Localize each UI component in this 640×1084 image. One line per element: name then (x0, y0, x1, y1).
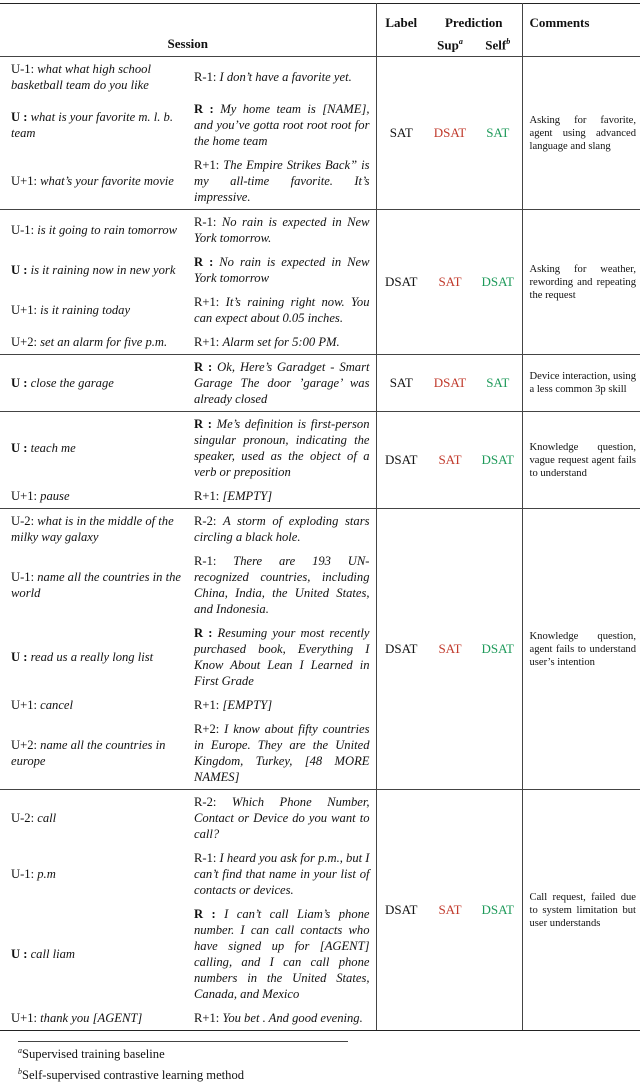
sup-prediction: DSAT (426, 355, 474, 412)
user-turn-text: name all the countries in the world (11, 570, 182, 600)
agent-response-prefix: R+1: (194, 158, 220, 172)
user-turn-prefix: U-1: (11, 867, 35, 881)
user-turn (0, 355, 192, 412)
user-turn (0, 717, 192, 790)
user-turn-prefix: U : (11, 650, 28, 664)
user-turn-prefix: U+2: (11, 738, 37, 752)
table-row (0, 57, 640, 98)
agent-response-text: Alarm set for 5:00 PM. (222, 335, 340, 349)
self-prediction: SAT (486, 125, 510, 140)
user-turn (0, 902, 192, 1006)
label-cell: SAT (376, 355, 426, 412)
footnote (18, 1042, 640, 1063)
user-turn-text: is it going to rain tomorrow (37, 223, 178, 237)
user-turn-prefix: U-1: (11, 223, 35, 237)
user-turn (0, 509, 192, 550)
user-turn-prefix: U : (11, 947, 28, 961)
agent-response-prefix: R-2: (194, 514, 217, 528)
agent-response-text: [EMPTY] (222, 698, 273, 712)
agent-response-text: [EMPTY] (222, 489, 273, 503)
agent-response-prefix: R+1: (194, 698, 220, 712)
agent-response-prefix: R : (194, 907, 216, 921)
agent-response (192, 621, 376, 693)
agent-response-prefix: R-1: (194, 70, 217, 84)
user-turn-prefix: U+1: (11, 303, 37, 317)
agent-response (192, 210, 376, 251)
agent-response-prefix: R-1: (194, 851, 217, 865)
user-turn-text: thank you [AGENT] (40, 1011, 143, 1025)
agent-response-prefix: R : (194, 417, 212, 431)
header-label: Label (376, 4, 426, 35)
sup-prediction: SAT (426, 412, 474, 509)
agent-response-text: I don’t have a favorite yet. (219, 70, 352, 84)
agent-response (192, 153, 376, 210)
agent-response-text: Me’s definition is first-person singular pronoun, indicating the speaker, used as the object of a verb or preposition (194, 417, 370, 479)
user-turn-text: name all the countries in europe (11, 738, 166, 768)
table-row (0, 790, 640, 847)
agent-response (192, 717, 376, 790)
table-row (0, 355, 640, 412)
agent-response-prefix: R-1: (194, 215, 217, 229)
user-turn (0, 57, 192, 98)
user-turn (0, 330, 192, 355)
footnote-text: Self-supervised contrastive learning method (22, 1068, 245, 1083)
comment-cell: Knowledge question, vague request agent fails to understand (522, 412, 640, 509)
user-turn (0, 153, 192, 210)
agent-response-prefix: R+1: (194, 1011, 220, 1025)
agent-response (192, 355, 376, 412)
user-turn (0, 846, 192, 902)
user-turn-text: is it raining now in new york (30, 263, 176, 277)
user-turn-text: call liam (30, 947, 76, 961)
agent-response-text: I can’t call Liam’s phone number. I can call contacts who have signed up for [AGENT] calling, and I can call phone numbers in the United States, Canada, and Mexico (194, 907, 370, 1001)
agent-response-text: I know about fifty countries in Europe. They are the United Kingdom, Turkey, [48 MORE NAMES] (194, 722, 370, 784)
user-turn-prefix: U : (11, 376, 28, 390)
agent-response-prefix: R+2: (194, 722, 220, 736)
label-cell: DSAT (376, 210, 426, 355)
agent-response (192, 484, 376, 509)
user-turn (0, 693, 192, 717)
user-turn (0, 250, 192, 290)
agent-response (192, 902, 376, 1006)
agent-response-text: No rain is expected in New York tomorrow (194, 255, 370, 285)
user-turn-text: pause (40, 489, 70, 503)
user-turn-prefix: U-2: (11, 811, 35, 825)
user-turn (0, 1006, 192, 1031)
header-session: Session (167, 36, 208, 51)
agent-response (192, 1006, 376, 1031)
agent-response (192, 97, 376, 153)
comment-cell: Knowledge question, agent fails to understand user’s intention (522, 509, 640, 790)
agent-response-text: Resuming your most recently purchased book, Everything I Know About Lean I Learned in First Grade (194, 626, 370, 688)
comment-cell: Asking for weather, rewording and repeating the request (522, 210, 640, 355)
user-turn-text: what’s your favorite movie (40, 174, 174, 188)
agent-response-text: It’s raining right now. You can expect about 0.05 inches. (194, 295, 370, 325)
agent-response-prefix: R : (194, 255, 214, 269)
user-turn-prefix: U : (11, 263, 28, 277)
agent-response-text: You bet . And good evening. (222, 1011, 363, 1025)
agent-response-text: A storm of exploding stars circling a black hole. (194, 514, 370, 544)
agent-response (192, 330, 376, 355)
agent-response-text: Ok, Here’s Garadget - Smart Garage The door ’garage’ was already closed (194, 360, 370, 406)
label-cell: SAT (376, 57, 426, 210)
agent-response (192, 290, 376, 330)
comment-cell: Device interaction, using a less common 3p skill (522, 355, 640, 412)
table-row (0, 509, 640, 550)
user-turn (0, 290, 192, 330)
comment-cell: Asking for favorite, agent using advanced language and slang (522, 57, 640, 210)
agent-response (192, 57, 376, 98)
agent-response (192, 549, 376, 621)
header-sup: Sup$^a$ (437, 36, 463, 53)
user-turn-text: read us a really long list (30, 650, 154, 664)
agent-response-text: I heard you ask for p.m., but I can’t find that name in your list of contacts or devices. (194, 851, 370, 897)
agent-response-text: Which Phone Number, Contact or Device do you want to call? (194, 795, 370, 841)
user-turn (0, 621, 192, 693)
table-row (0, 412, 640, 485)
header-comments: Comments (522, 4, 640, 35)
user-turn-prefix: U : (11, 110, 28, 124)
footnote-mark: a (18, 1046, 22, 1055)
user-turn-prefix: U+1: (11, 489, 37, 503)
user-turn (0, 210, 192, 251)
user-turn (0, 412, 192, 485)
agent-response-prefix: R+1: (194, 295, 220, 309)
user-turn-text: cancel (40, 698, 74, 712)
user-turn-text: close the garage (30, 376, 114, 390)
user-turn (0, 549, 192, 621)
self-prediction: DSAT (474, 790, 522, 1031)
user-turn-text: what what high school basketball team do you like (11, 62, 151, 92)
user-turn-prefix: U-1: (11, 62, 35, 76)
agent-response (192, 250, 376, 290)
user-turn-prefix: U+1: (11, 174, 37, 188)
agent-response (192, 846, 376, 902)
sup-prediction: DSAT (433, 125, 467, 140)
self-prediction: DSAT (474, 509, 522, 790)
self-prediction: DSAT (474, 210, 522, 355)
results-table (0, 3, 640, 1031)
agent-response-text: The Empire Strikes Back” is my all-time favorite. It’s impressive. (194, 158, 370, 204)
user-turn-text: is it raining today (40, 303, 131, 317)
agent-response (192, 693, 376, 717)
table-row (0, 210, 640, 251)
user-turn (0, 790, 192, 847)
agent-response-prefix: R+1: (194, 489, 220, 503)
label-cell: DSAT (376, 790, 426, 1031)
user-turn-prefix: U+1: (11, 698, 37, 712)
user-turn-prefix: U-2: (11, 514, 35, 528)
user-turn-text: p.m (37, 867, 56, 881)
label-cell: DSAT (376, 509, 426, 790)
agent-response (192, 509, 376, 550)
footnote (18, 1063, 640, 1084)
header-prediction: Prediction (444, 15, 503, 30)
self-prediction: DSAT (474, 412, 522, 509)
user-turn-text: what is your favorite m. l. b. team (11, 110, 173, 140)
user-turn-text: set an alarm for five p.m. (40, 335, 168, 349)
agent-response-text: There are 193 UN-recognized countries, including China, India, the United States, and Indonesia. (194, 554, 370, 616)
sup-prediction: SAT (426, 790, 474, 1031)
agent-response-prefix: R-1: (194, 554, 217, 568)
label-cell: DSAT (376, 412, 426, 509)
agent-response-prefix: R : (194, 102, 214, 116)
agent-response-prefix: R-2: (194, 795, 217, 809)
user-turn-prefix: U+1: (11, 1011, 37, 1025)
header-self: Self$^b$ (485, 36, 511, 53)
user-turn-prefix: U : (11, 441, 28, 455)
agent-response (192, 412, 376, 485)
agent-response-text: No rain is expected in New York tomorrow. (194, 215, 370, 245)
footnotes (18, 1041, 640, 1084)
user-turn (0, 484, 192, 509)
sup-prediction: SAT (426, 509, 474, 790)
footnote-mark: b (18, 1067, 22, 1077)
footnote-text: Supervised training baseline (22, 1047, 165, 1062)
user-turn-text: teach me (30, 441, 76, 455)
user-turn-prefix: U+2: (11, 335, 37, 349)
agent-response (192, 790, 376, 847)
agent-response-prefix: R+1: (194, 335, 220, 349)
agent-response-prefix: R : (194, 360, 213, 374)
user-turn-text: call (37, 811, 57, 825)
user-turn-prefix: U-1: (11, 570, 35, 584)
self-prediction: SAT (474, 355, 522, 412)
agent-response-text: My home team is [NAME], and you’ve gotta root root root for the home team (194, 102, 370, 148)
comment-cell: Call request, failed due to system limitation but user understands (522, 790, 640, 1031)
user-turn-text: what is in the middle of the milky way galaxy (11, 514, 174, 544)
agent-response-prefix: R : (194, 626, 213, 640)
sup-prediction: SAT (426, 210, 474, 355)
user-turn (0, 97, 192, 153)
